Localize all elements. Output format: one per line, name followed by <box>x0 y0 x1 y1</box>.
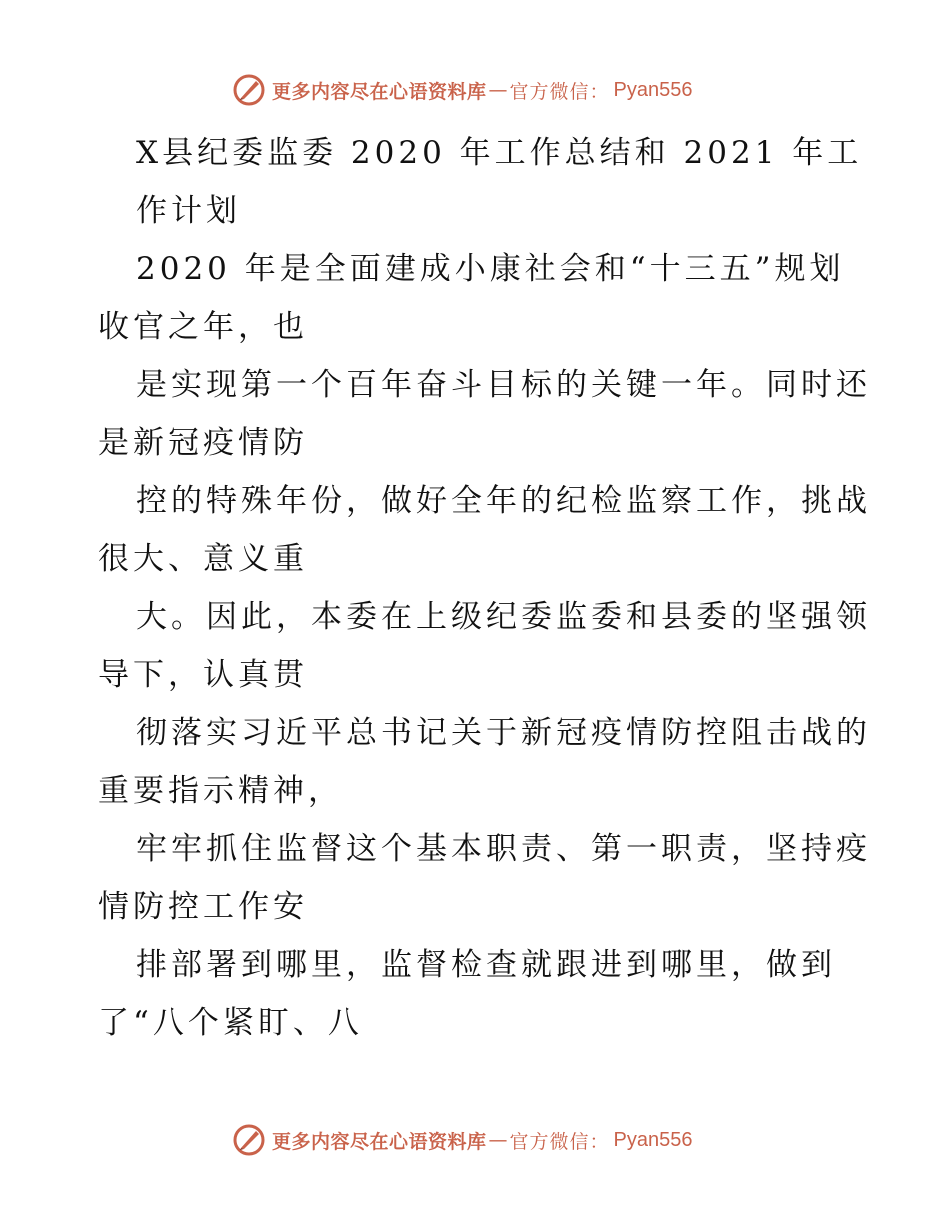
header-banner <box>232 70 693 110</box>
document-body <box>98 124 871 1052</box>
body-text-line: 收官之年，也 <box>98 309 308 345</box>
body-text-line: 控的特殊年份，做好全年的纪检监察工作，挑战 <box>136 483 871 519</box>
footer-banner <box>232 1120 693 1160</box>
footer-dash: — <box>488 1129 508 1151</box>
body-text-line: 牢牢抓住监督这个基本职责、第一职责，坚持疫 <box>136 831 871 867</box>
header-dash: — <box>488 79 508 101</box>
quill-circle-logo-icon <box>232 73 266 107</box>
quill-circle-logo-icon <box>232 1123 266 1157</box>
paragraph <box>98 240 871 1052</box>
body-text-line: 情防控工作安 <box>98 889 308 925</box>
header-wechat-id: Pyan556 <box>613 78 693 101</box>
header-brand-text: 更多内容尽在心语资料库 <box>272 80 487 103</box>
body-text-line: 导下，认真贯 <box>98 657 308 693</box>
body-text-line: 很大、意义重 <box>98 541 308 577</box>
body-text-line: 重要指示精神， <box>98 773 343 809</box>
body-text-line: 彻落实习近平总书记关于新冠疫情防控阻击战的 <box>136 715 871 751</box>
body-text-line: 大。因此，本委在上级纪委监委和县委的坚强领 <box>136 599 871 635</box>
footer-wechat-id: Pyan556 <box>613 1128 693 1151</box>
header-wechat-label: 官方微信： <box>509 80 610 103</box>
body-text-line: 了“八个紧盯、八 <box>98 1005 363 1041</box>
body-text-line: 是实现第一个百年奋斗目标的关键一年。同时还 <box>136 367 871 403</box>
document-title-line-2: 作计划 <box>136 193 241 229</box>
footer-brand-text: 更多内容尽在心语资料库 <box>272 1130 487 1153</box>
document-title-line-1: X县纪委监委 2020 年工作总结和 2021 年工 <box>136 135 863 171</box>
footer-wechat-label: 官方微信： <box>509 1130 610 1153</box>
body-text-line: 是新冠疫情防 <box>98 425 308 461</box>
body-text-line: 排部署到哪里，监督检查就跟进到哪里，做到 <box>136 947 836 983</box>
body-text-line: 2020 年是全面建成小康社会和“十三五”规划 <box>136 251 845 287</box>
